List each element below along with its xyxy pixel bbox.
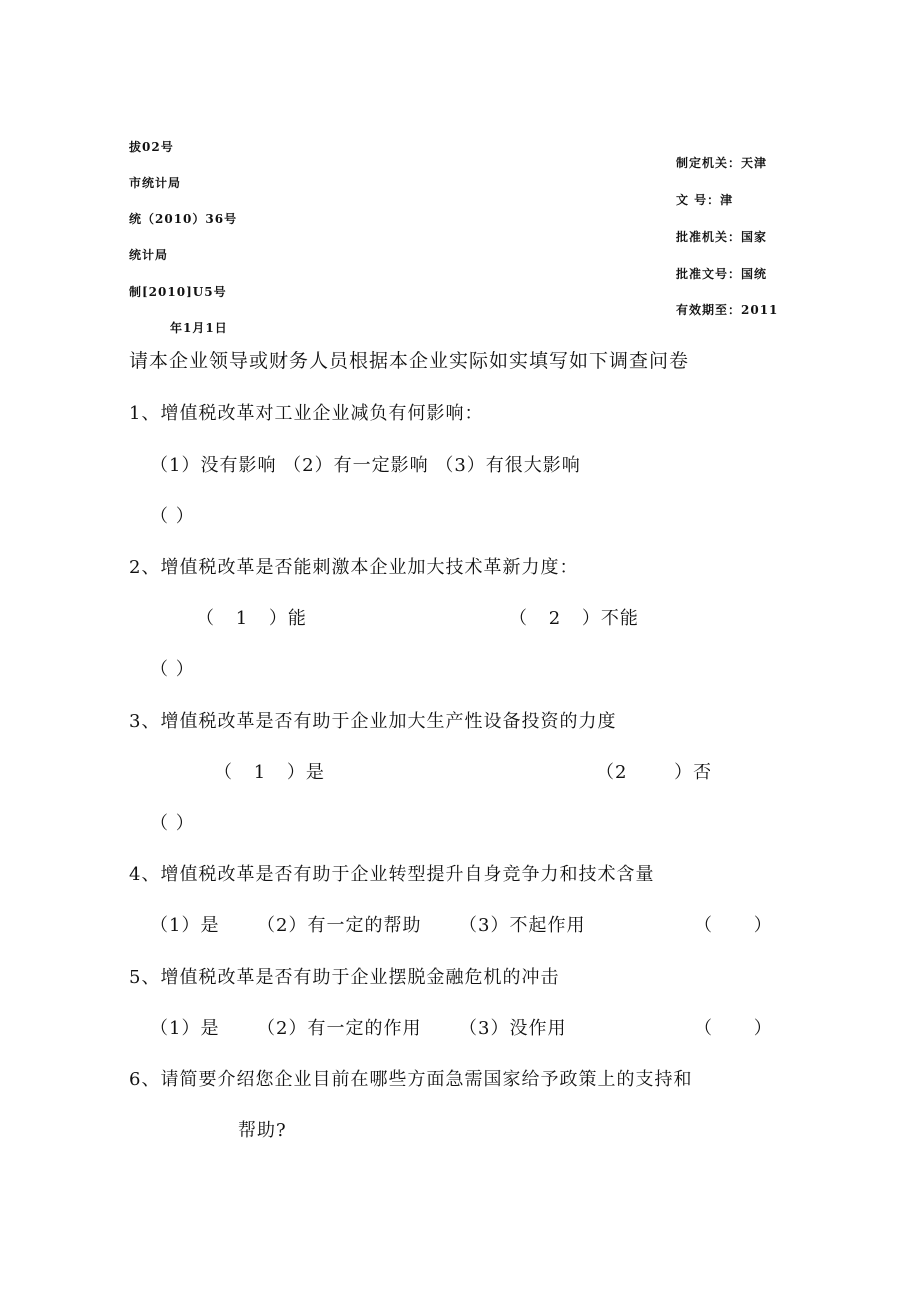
question-5-option-3[interactable]: （3）没作用 [459, 1018, 567, 1039]
question-3-option-1[interactable]: （ 1 ）是 [214, 762, 325, 783]
header-left-line-3: 统（2010）36号 [129, 212, 238, 226]
question-2-title: 2、增值税改革是否能刺激本企业加大技术革新力度： [129, 557, 579, 578]
question-4-answer[interactable]: （ ） [694, 915, 773, 936]
question-1-title: 1、增值税改革对工业企业减负有何影响： [129, 403, 484, 424]
header-left-line-4: 统计局 [129, 248, 169, 262]
header-right-line-3: 批准机关：国家 [676, 230, 768, 244]
question-3-option-2[interactable]: （2 ）否 [596, 762, 713, 783]
question-4-title: 4、增值税改革是否有助于企业转型提升自身竞争力和技术含量 [129, 864, 655, 885]
question-5-option-1[interactable]: （1）是 [150, 1018, 220, 1039]
question-2-option-2[interactable]: （ 2 ）不能 [509, 608, 639, 629]
question-3-answer[interactable]: （ ） [150, 813, 195, 834]
header-right-line-1: 制定机关：天津 [676, 156, 768, 170]
header-left-line-1: 拔02号 [129, 140, 174, 154]
question-2-answer[interactable]: （ ） [150, 659, 195, 680]
header-right-line-5: 有效期至：2011 [676, 303, 779, 317]
header-right-line-4: 批准文号：国统 [676, 267, 768, 281]
question-2-option-1[interactable]: （ 1 ）能 [196, 608, 307, 629]
question-4-option-2[interactable]: （2）有一定的帮助 [257, 915, 422, 936]
question-1-options: （1）没有影响 （2）有一定影响 （3）有很大影响 [150, 455, 581, 476]
question-5-answer[interactable]: （ ） [694, 1018, 773, 1039]
question-1-answer[interactable]: （ ） [150, 506, 195, 527]
question-5-option-2[interactable]: （2）有一定的作用 [257, 1018, 422, 1039]
question-3-title: 3、增值税改革是否有助于企业加大生产性设备投资的力度 [129, 711, 617, 732]
header-left-line-6: 年1月1日 [170, 321, 228, 335]
question-5-title: 5、增值税改革是否有助于企业摆脱金融危机的冲击 [129, 967, 560, 988]
header-left-line-2: 市统计局 [129, 176, 182, 190]
intro-text: 请本企业领导或财务人员根据本企业实际如实填写如下调查问卷 [129, 350, 690, 372]
question-4-option-1[interactable]: （1）是 [150, 915, 220, 936]
question-4-option-3[interactable]: （3）不起作用 [459, 915, 586, 936]
question-6-continuation: 帮助? [238, 1120, 287, 1141]
question-6-title: 6、请简要介绍您企业目前在哪些方面急需国家给予政策上的支持和 [129, 1069, 693, 1090]
header-right-line-2: 文 号：津 [676, 193, 734, 207]
header-left-line-5: 制[2010]U5号 [129, 285, 227, 299]
